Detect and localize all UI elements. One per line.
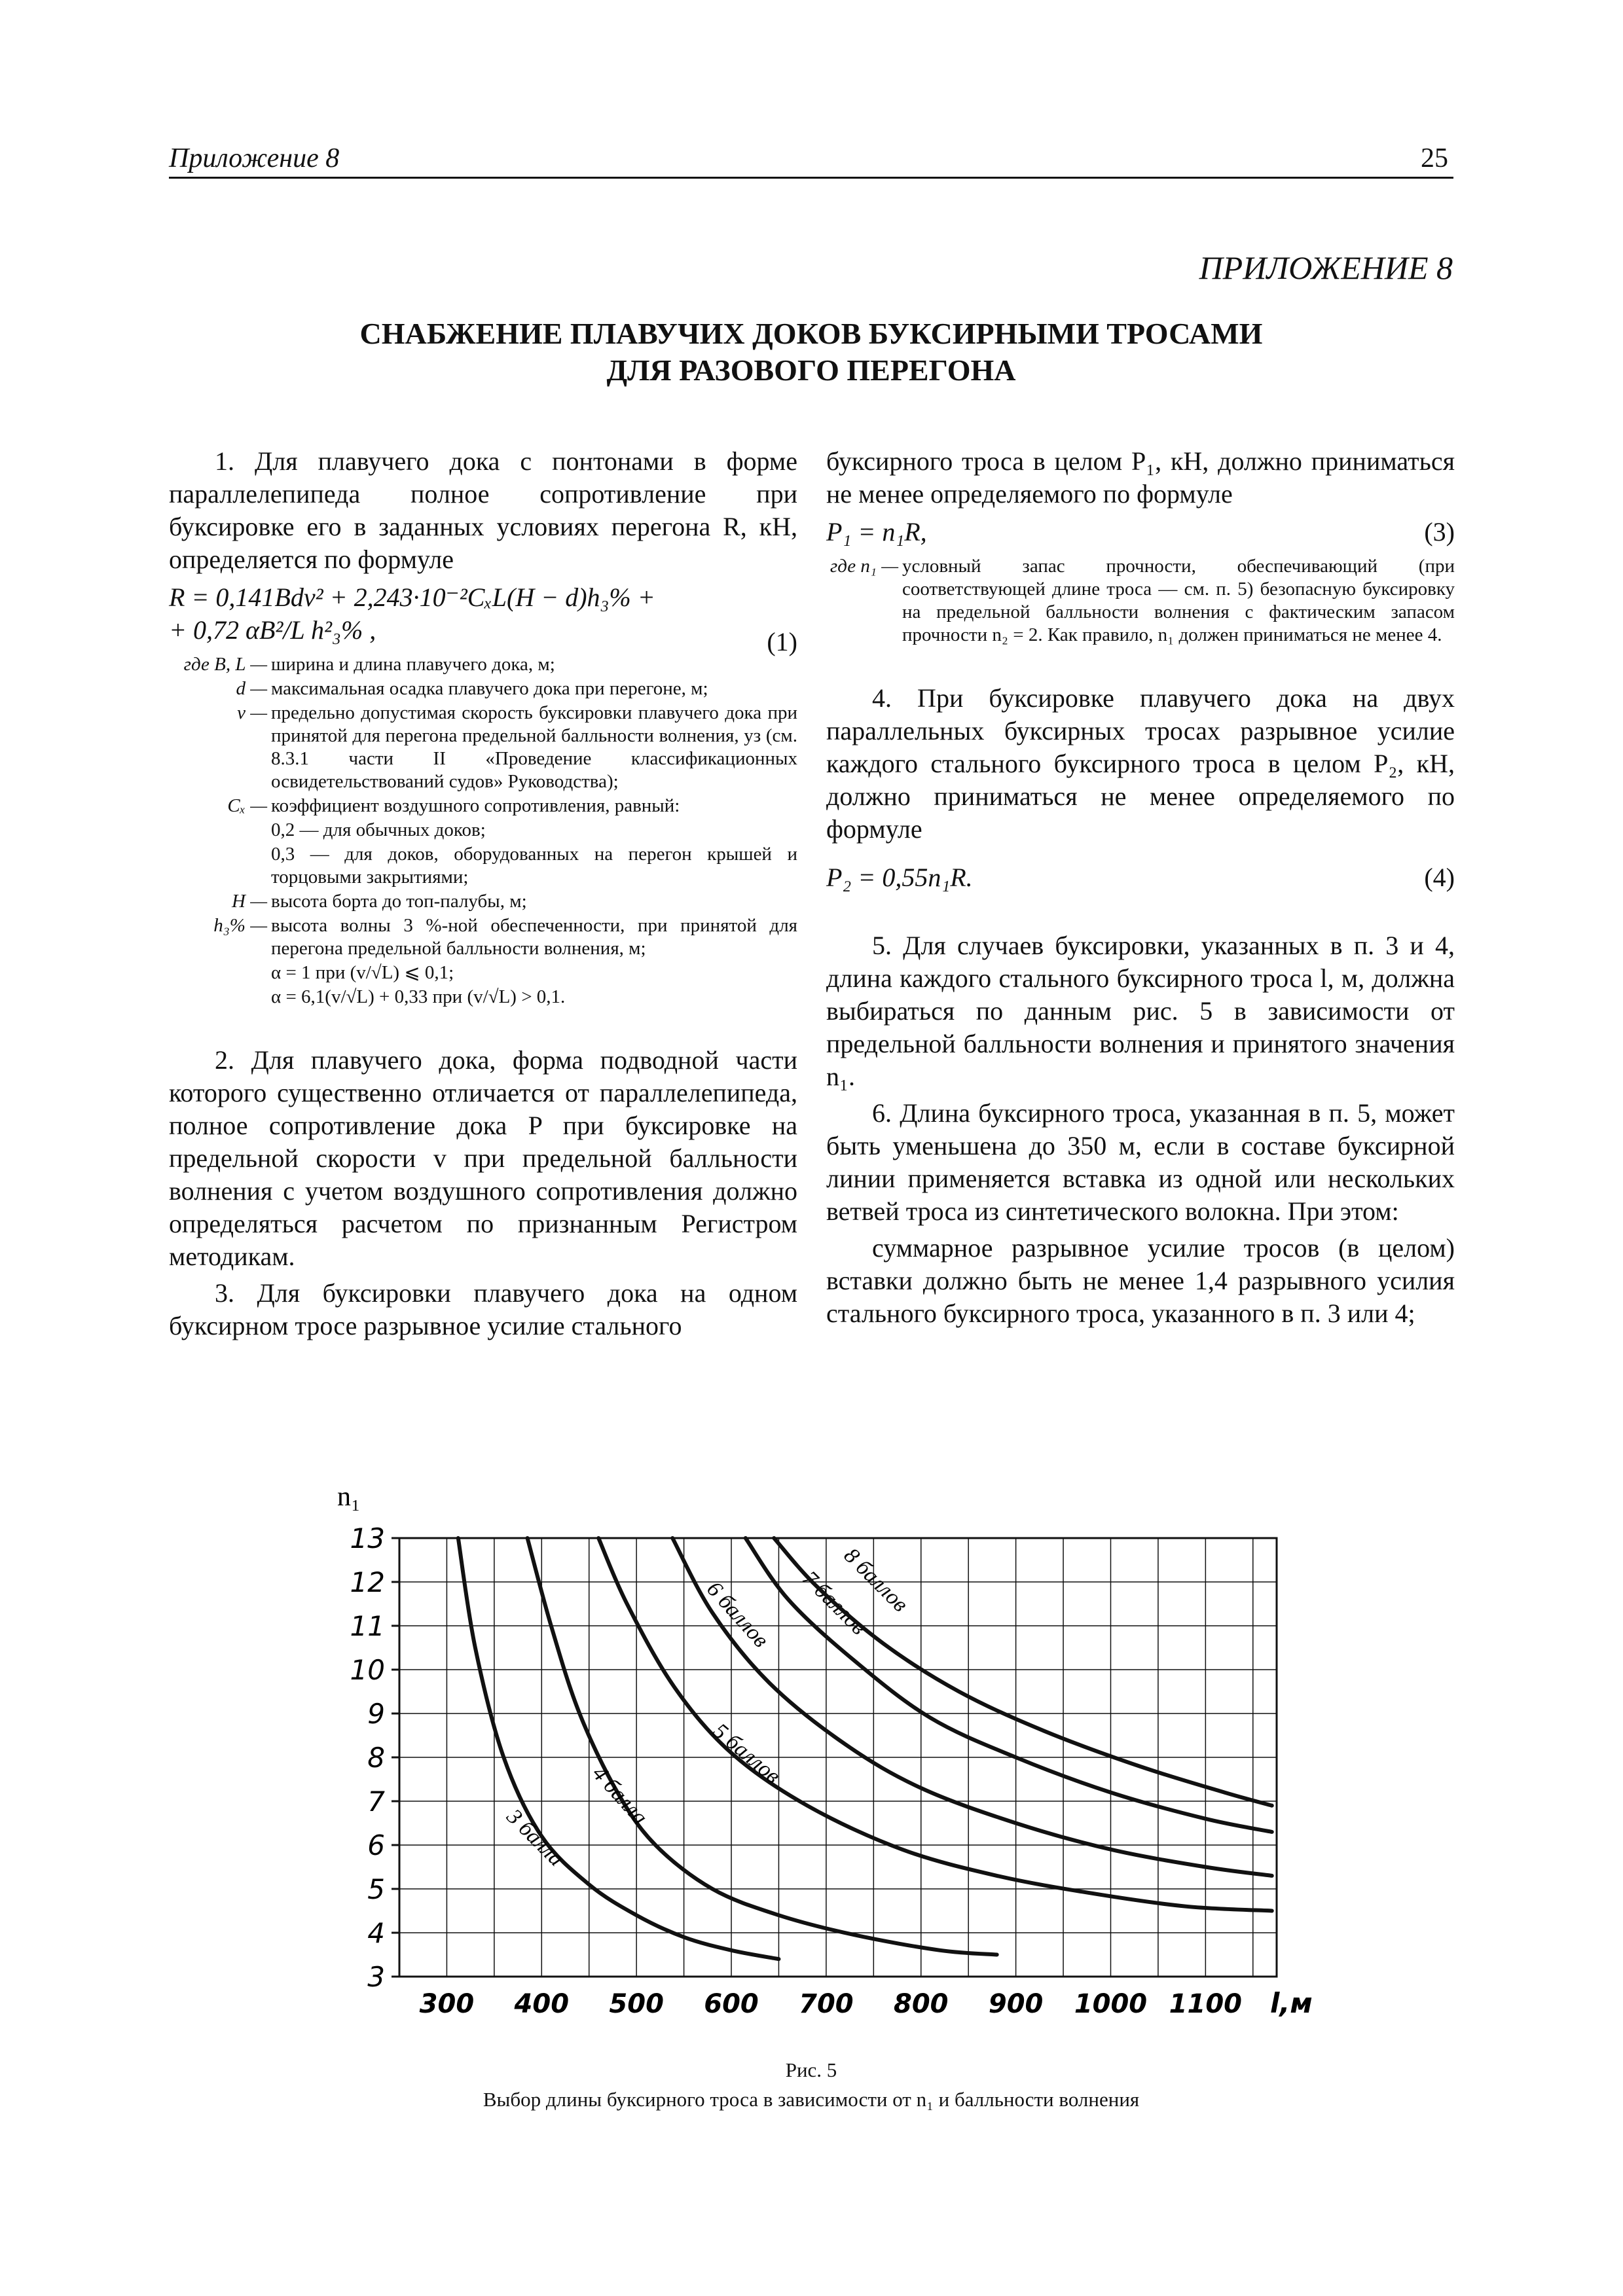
formula-1 xyxy=(169,581,797,656)
spacer xyxy=(826,901,1455,929)
note-text: α = 1 при (v/√L) ⩽ 0,1; xyxy=(271,962,454,983)
formula-3-notes xyxy=(826,555,1455,647)
note-text: 0,2 — для обычных доков; xyxy=(271,819,486,840)
note-key xyxy=(169,843,271,889)
figure-caption: Выбор длины буксирного троса в зависимости от n₁ и балльности волнения xyxy=(483,2088,1140,2111)
x-tick-label: 400 xyxy=(514,1989,570,2019)
series-label: 6 баллов xyxy=(702,1577,773,1653)
paragraph-6: 6. Длина буксирного троса, указанная в п. 5, может быть уменьшена до 350 м, если в составе буксирной линии применяется вставка из одной или нескольких ветвей троса из синтетического волокна. При этом: xyxy=(826,1098,1455,1226)
x-tick-label: 800 xyxy=(894,1989,949,2019)
note-row xyxy=(169,795,797,817)
note-row xyxy=(169,986,797,1009)
formula-1-notes xyxy=(169,653,797,1009)
y-tick-label: 11 xyxy=(350,1610,385,1642)
figure-5-chart xyxy=(308,1479,1316,2042)
series-label: 3 балла xyxy=(501,1804,569,1871)
note-row xyxy=(169,653,797,676)
title-line-1: СНАБЖЕНИЕ ПЛАВУЧИХ ДОКОВ БУКСИРНЫМИ ТРОСАМИ xyxy=(359,317,1263,350)
formula-1-line-1: R = 0,141Bdv² + 2,243·10⁻²CₓL(H − d)h₃% + xyxy=(169,583,655,612)
paragraph-3: 3. Для буксировки плавучего дока на одном буксирном тросе разрывное усилие стального xyxy=(169,1278,797,1340)
note-text: ширина и длина плавучего дока, м; xyxy=(271,654,555,675)
paragraph-4: 4. При буксировке плавучего дока на двух параллельных буксирных тросах разрывное усилие каждого стального буксирного троса в целом P₂, кН, должно приниматься не менее определяемого по формуле xyxy=(826,683,1455,844)
x-tick-label: 1100 xyxy=(1169,1989,1243,2019)
spacer xyxy=(169,1015,797,1044)
paragraph-1: 1. Для плавучего дока с понтонами в форме параллелепипеда полное сопротивление при буксировке его в заданных условиях перегона R, кН, определяется по формуле xyxy=(169,446,797,574)
series-line-6-balls xyxy=(672,1538,1272,1876)
title-line-2: ДЛЯ РАЗОВОГО ПЕРЕГОНА xyxy=(606,353,1016,387)
appendix-label: ПРИЛОЖЕНИЕ 8 xyxy=(1199,249,1453,286)
note-row xyxy=(169,702,797,793)
note-key: где B, L — xyxy=(183,654,267,675)
left-column xyxy=(169,445,797,1346)
x-tick-label: 600 xyxy=(704,1989,759,2019)
note-key: v — xyxy=(237,702,267,723)
y-tick-label: 13 xyxy=(350,1522,385,1554)
formula-1-line-2: + 0,72 αB²/L h²₃% , xyxy=(169,615,376,645)
note-key: H — xyxy=(232,891,267,912)
paragraph-3-continued: буксирного троса в целом P₁, кН, должно приниматься не менее определяемого по формуле xyxy=(826,446,1455,509)
formula-4-number: (4) xyxy=(1424,863,1455,892)
y-tick-label: 4 xyxy=(367,1917,385,1949)
spacer xyxy=(826,653,1455,682)
formula-3-number: (3) xyxy=(1424,517,1455,547)
series-label: 7 баллов xyxy=(797,1566,871,1640)
y-tick-label: 6 xyxy=(367,1829,385,1861)
y-tick-label: 10 xyxy=(350,1654,385,1686)
page-number: 25 xyxy=(1421,143,1448,173)
paragraph-7: суммарное разрывное усилие тросов (в целом) вставки должно быть не менее 1,4 разрывного усилия стального буксирного троса, указанного в п. 3 или 4; xyxy=(826,1233,1455,1328)
note-row xyxy=(169,961,797,984)
note-text: α = 6,1(v/√L) + 0,33 при (v/√L) > 0,1. xyxy=(271,986,566,1007)
note-row xyxy=(169,843,797,889)
note-key xyxy=(169,986,271,1009)
y-axis-label: n₁ xyxy=(337,1482,361,1512)
formula-4 xyxy=(826,861,1455,894)
header-rule xyxy=(169,177,1453,179)
note-text: предельно допустимая скорость буксировки плавучего дока при принятой для перегона предельной балльности волнения, уз (см. 8.3.1 части II «Проведение классификационных освидетельствований судов» Руководства); xyxy=(271,702,797,792)
x-tick-label: 500 xyxy=(609,1989,664,2019)
note-text: условный запас прочности, обеспечивающий (при соответствующей длине троса — см. п. 5) безопасную буксировку на предельной балльности волнения с фактическим запасом прочности n₂ = 2. Как правило, n₁ должен приниматься не менее 4. xyxy=(902,556,1455,645)
paragraph-2: 2. Для плавучего дока, форма подводной части которого существенно отличается от параллелепипеда, полное сопротивление дока P при буксировке на предельной скорости v при предельной балльности волнения с учетом воздушного сопротивления должно определяться расчетом по признанным Регистром методикам. xyxy=(169,1045,797,1271)
chart-svg xyxy=(308,1479,1316,2042)
note-row xyxy=(169,914,797,960)
x-tick-label: 1000 xyxy=(1074,1989,1148,2019)
note-key: h₃% — xyxy=(213,915,267,936)
note-text: высота борта до топ-палубы, м; xyxy=(271,891,527,912)
series-label: 4 балла xyxy=(587,1761,653,1830)
y-tick-label: 3 xyxy=(367,1961,385,1993)
note-key: где n₁ — xyxy=(830,556,898,577)
y-tick-label: 9 xyxy=(367,1698,385,1730)
note-text: 0,3 — для доков, оборудованных на перегон крышей и торцовыми закрытиями; xyxy=(271,844,797,888)
document-title xyxy=(169,315,1453,389)
formula-4-text: P₂ = 0,55n₁R. xyxy=(826,863,973,892)
series-line-8-balls xyxy=(774,1538,1272,1806)
running-header-title: Приложение 8 xyxy=(169,143,340,173)
series-label: 5 баллов xyxy=(708,1719,785,1789)
y-tick-label: 5 xyxy=(367,1873,385,1905)
x-tick-label: 300 xyxy=(419,1989,475,2019)
formula-3 xyxy=(826,516,1455,548)
series-label: 8 баллов xyxy=(839,1543,913,1617)
note-text: максимальная осадка плавучего дока при перегоне, м; xyxy=(271,678,708,699)
note-key xyxy=(169,961,271,984)
note-row xyxy=(169,677,797,700)
formula-1-number: (1) xyxy=(767,627,797,656)
y-tick-label: 8 xyxy=(367,1742,385,1774)
right-column xyxy=(826,445,1455,1334)
y-tick-label: 7 xyxy=(367,1785,385,1818)
x-tick-label: 700 xyxy=(799,1989,854,2019)
figure-caption-number: Рис. 5 xyxy=(785,2058,837,2081)
note-key xyxy=(169,819,271,842)
x-axis-label: l,м xyxy=(1270,1987,1313,2019)
formula-3-text: P₁ = n₁R, xyxy=(826,517,927,547)
note-row xyxy=(169,819,797,842)
note-key: Cₓ — xyxy=(227,795,267,816)
note-key: d — xyxy=(236,678,267,699)
paragraph-5: 5. Для случаев буксировки, указанных в п. 3 и 4, длина каждого стального буксирного троса l, м, должна выбираться по данным рис. 5 в зависимости от предельной балльности волнения и принятого значения n₁. xyxy=(826,931,1455,1091)
note-text: высота волны 3 %-ной обеспеченности, при принятой для перегона предельной балльности волнения, м; xyxy=(271,915,797,959)
note-text: коэффициент воздушного сопротивления, равный: xyxy=(271,795,680,816)
note-row xyxy=(169,890,797,913)
note-row xyxy=(826,555,1455,647)
x-tick-label: 900 xyxy=(988,1989,1044,2019)
y-tick-label: 12 xyxy=(350,1566,385,1598)
